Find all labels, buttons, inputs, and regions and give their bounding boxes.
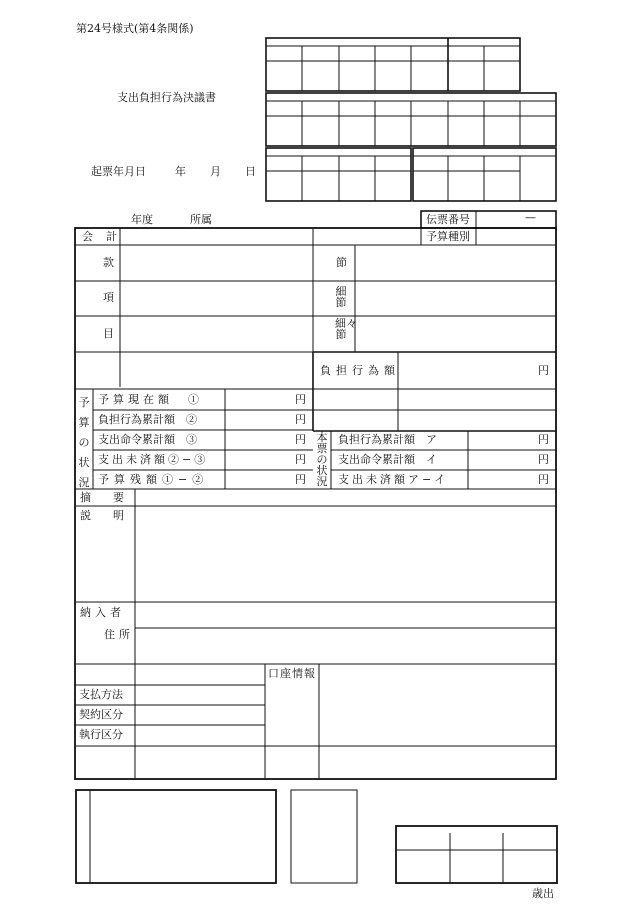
- budget-type-label: 予算種別: [426, 230, 470, 243]
- voucher-row-2-unit: 円: [538, 453, 549, 466]
- saisetsu-label: 細節: [335, 285, 347, 309]
- budget-row-2-label: 負担行為累計額 ②: [98, 413, 197, 426]
- bottom-approval-box: [396, 826, 557, 883]
- voucher-row-1-unit: 円: [538, 433, 549, 446]
- voucher-number-value: —: [525, 211, 536, 224]
- payee-label: 納入者: [80, 606, 125, 619]
- payment-method-label: 支払方法: [79, 688, 123, 701]
- fiscal-year-label: 年度: [131, 213, 153, 226]
- voucher-row-1-label: 負担行為累計額 ア: [338, 433, 437, 446]
- accounting-label: 会 計: [82, 230, 118, 243]
- budget-row-5-label: 予算残額①−②: [98, 473, 209, 486]
- budget-row-1-label: 予算現在額 ①: [98, 393, 203, 406]
- voucher-number-label: 伝票番号: [426, 213, 470, 226]
- moku-label: 目: [103, 327, 114, 340]
- saisaisetsu-label: 細々節: [335, 317, 357, 341]
- form-number: 第24号様式(第4条関係): [76, 22, 194, 35]
- summary-label: 摘 要: [80, 491, 124, 504]
- voucher-row-2-label: 支出命令累計額 イ: [338, 453, 437, 466]
- budget-row-3-unit: 円: [295, 433, 306, 446]
- description-label: 説 明: [80, 509, 124, 522]
- voucher-status-side-label: 本票の状況: [316, 431, 328, 488]
- budget-row-2-unit: 円: [295, 413, 306, 426]
- account-info-label: 口座情報: [268, 667, 316, 680]
- budget-row-4-label: 支出未済額②−③: [98, 453, 209, 466]
- main-form-border: [75, 228, 556, 779]
- voucher-row-3-label: 支出未済額ア−イ: [338, 473, 449, 486]
- budget-status-side-label: 予算の状況: [78, 396, 90, 489]
- budget-row-5-unit: 円: [295, 473, 306, 486]
- bottom-seal-box: [291, 790, 357, 883]
- bottom-stamp-box: [76, 790, 276, 883]
- draft-month-unit: 月: [210, 165, 221, 178]
- decision-label: 歳出: [532, 887, 554, 900]
- document-title: 支出負担行為決議書: [117, 91, 216, 104]
- contract-type-label: 契約区分: [79, 708, 123, 721]
- voucher-row-3-unit: 円: [538, 473, 549, 486]
- address-label: 住所: [104, 628, 134, 641]
- department-label: 所属: [190, 213, 212, 226]
- execution-type-label: 執行区分: [79, 728, 123, 741]
- commitment-unit: 円: [538, 364, 549, 377]
- commitment-label: 負担行為額: [320, 364, 400, 377]
- budget-row-1-unit: 円: [295, 393, 306, 406]
- draft-day-unit: 日: [245, 165, 256, 178]
- kou-label: 項: [103, 291, 114, 304]
- setsu-label: 節: [336, 256, 347, 269]
- budget-row-3-label: 支出命令累計額 ③: [98, 433, 197, 446]
- budget-row-4-unit: 円: [295, 453, 306, 466]
- draft-date-label: 起票年月日: [91, 165, 146, 178]
- draft-year-unit: 年: [175, 165, 186, 178]
- kan-label: 款: [103, 256, 114, 269]
